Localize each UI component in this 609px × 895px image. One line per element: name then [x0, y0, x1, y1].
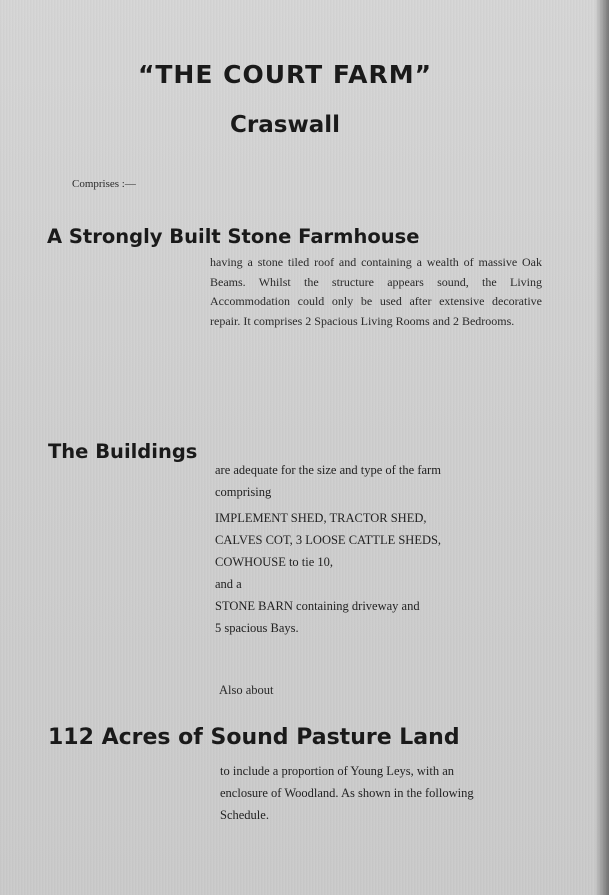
buildings-heading: The Buildings: [48, 440, 198, 463]
page-edge-shadow: [595, 0, 609, 895]
buildings-line: are adequate for the size and type of the farm: [215, 463, 441, 477]
buildings-line: COWHOUSE to tie 10,: [215, 555, 334, 569]
buildings-line: comprising: [215, 485, 272, 499]
farmhouse-heading: A Strongly Built Stone Farmhouse: [47, 225, 420, 248]
acres-line: enclosure of Woodland. As shown in the following: [220, 786, 474, 800]
buildings-line: 5 spacious Bays.: [215, 621, 299, 635]
acres-line: Schedule.: [220, 808, 269, 822]
buildings-line: STONE BARN containing driveway and: [215, 599, 420, 613]
buildings-line: and a: [215, 577, 242, 591]
buildings-line: CALVES COT, 3 LOOSE CATTLE SHEDS,: [215, 533, 442, 547]
document-subtitle: Craswall: [230, 112, 340, 138]
document-title: “THE COURT FARM”: [137, 60, 433, 89]
acres-description: [220, 760, 474, 826]
acres-heading: 112 Acres of Sound Pasture Land: [48, 725, 460, 750]
also-about-label: Also about: [219, 683, 274, 697]
acres-line: to include a proportion of Young Leys, with an: [220, 764, 455, 778]
comprises-label: Comprises :—: [72, 178, 136, 190]
farmhouse-description: having a stone tiled roof and containing a wealth of massive Oak Beams. Whilst the structure appears sound, the Living Accommodation could only be used after extensive decorative repair. It comprises 2 Spacious Living Rooms and 2 Bedrooms.: [210, 255, 542, 328]
buildings-line: IMPLEMENT SHED, TRACTOR SHED,: [215, 511, 427, 525]
buildings-description: [215, 459, 441, 639]
